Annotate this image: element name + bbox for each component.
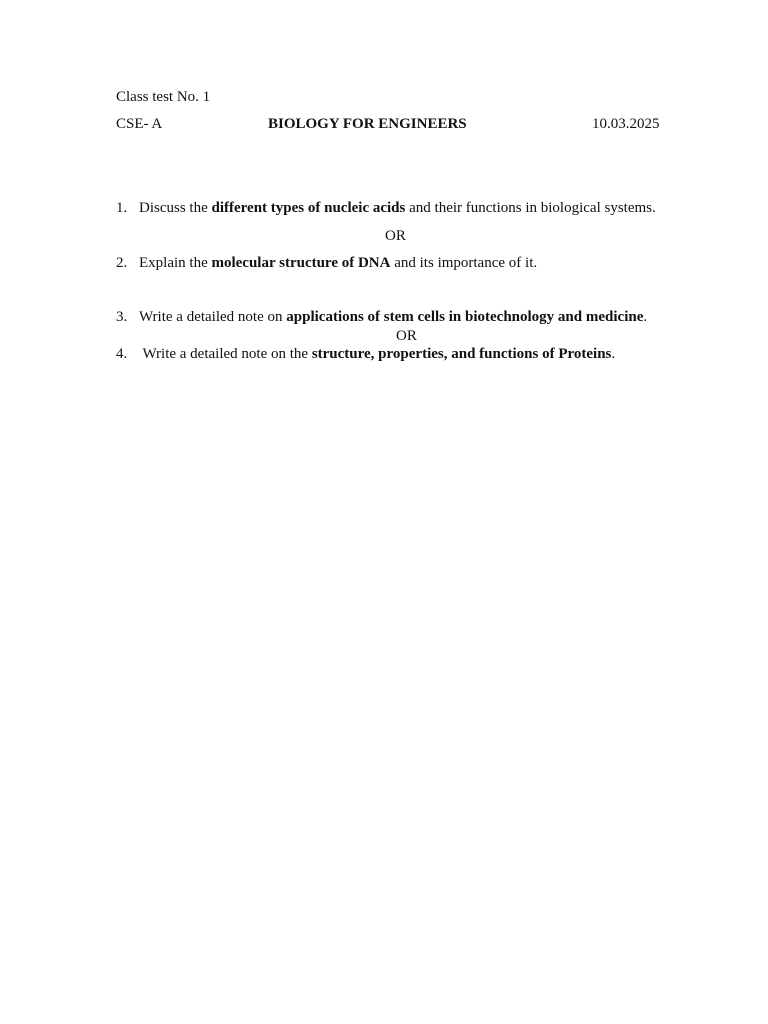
question-emphasis: applications of stem cells in biotechnology and medicine	[286, 309, 644, 325]
question-number: 3.	[116, 309, 128, 325]
question-suffix: and its importance of it.	[390, 255, 538, 271]
question-number: 4.	[116, 346, 128, 362]
subject-title: BIOLOGY FOR ENGINEERS	[268, 116, 467, 132]
question-number: 2.	[116, 255, 128, 271]
question-suffix: .	[611, 346, 616, 362]
question-prefix: Explain the	[139, 255, 212, 271]
question-emphasis: structure, properties, and functions of Proteins	[311, 346, 612, 362]
question-prefix: Write a detailed note on	[139, 309, 287, 325]
test-date: 10.03.2025	[592, 116, 660, 132]
question-text	[139, 199, 656, 217]
question-suffix: and their functions in biological systems.	[405, 200, 656, 216]
or-separator: OR	[385, 228, 406, 244]
question-text	[139, 345, 615, 363]
question-prefix: Discuss the	[139, 200, 212, 216]
or-separator: OR	[396, 328, 417, 344]
question-emphasis: molecular structure of DNA	[211, 255, 391, 271]
question-text	[139, 308, 647, 326]
question-emphasis: different types of nucleic acids	[211, 200, 406, 216]
question-number: 1.	[116, 200, 128, 216]
test-label: Class test No. 1	[116, 89, 211, 105]
question-suffix: .	[643, 309, 648, 325]
question-text	[139, 254, 537, 272]
question-prefix: Write a detailed note on the	[139, 346, 312, 362]
section-label: CSE- A	[116, 116, 163, 132]
